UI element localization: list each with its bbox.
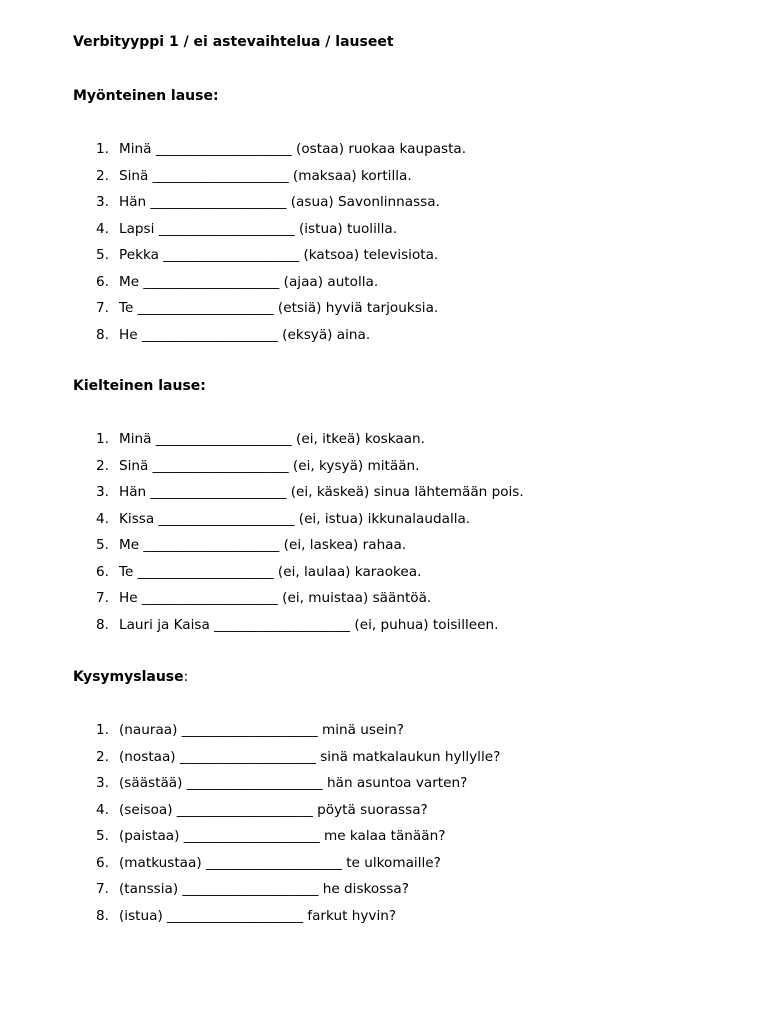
item-text: (tanssia) ____________________ he diskossa? bbox=[119, 881, 409, 897]
item-number: 7. bbox=[96, 590, 109, 606]
item-number: 7. bbox=[96, 881, 109, 897]
item-text: Sinä ____________________ (maksaa) kortilla. bbox=[119, 167, 412, 184]
item-number: 2. bbox=[96, 167, 109, 184]
section-heading-suffix: : bbox=[183, 669, 189, 685]
item-text: Sinä ____________________ (ei, kysyä) mitään. bbox=[119, 457, 420, 474]
item-number: 4. bbox=[96, 220, 109, 237]
item-number: 1. bbox=[96, 431, 109, 447]
item-text: Me ____________________ (ajaa) autolla. bbox=[119, 273, 379, 290]
item-text: He ____________________ (eksyä) aina. bbox=[119, 326, 371, 343]
item-number: 3. bbox=[96, 775, 109, 791]
item-text: Lapsi ____________________ (istua) tuolilla. bbox=[119, 220, 398, 237]
item-number: 2. bbox=[96, 748, 109, 765]
item-text: (istua) ____________________ farkut hyvin? bbox=[119, 907, 397, 924]
item-text: (säästää) ____________________ hän asuntoa varten? bbox=[119, 775, 468, 791]
item-number: 1. bbox=[96, 722, 109, 738]
item-text: Te ____________________ (etsiä) hyviä tarjouksia. bbox=[119, 300, 439, 316]
item-text: (nostaa) ____________________ sinä matkalaukun hyllylle? bbox=[119, 748, 501, 765]
item-text: (nauraa) ____________________ minä usein? bbox=[119, 722, 404, 738]
item-text: (paistaa) ____________________ me kalaa tänään? bbox=[119, 828, 446, 844]
item-text: Kissa ____________________ (ei, istua) ikkunalaudalla. bbox=[119, 510, 471, 527]
item-number: 6. bbox=[96, 563, 109, 580]
item-number: 6. bbox=[96, 273, 109, 290]
item-number: 8. bbox=[96, 907, 109, 924]
section-heading-negative bbox=[73, 378, 206, 394]
section-heading-affirmative bbox=[73, 88, 219, 104]
item-number: 5. bbox=[96, 537, 109, 553]
item-text: Lauri ja Kaisa ____________________ (ei, puhua) toisilleen. bbox=[119, 616, 499, 633]
section-heading-question bbox=[73, 669, 188, 685]
section-heading-text: Kielteinen lause: bbox=[73, 378, 206, 394]
item-number: 8. bbox=[96, 326, 109, 343]
item-text: Hän ____________________ (ei, käskeä) sinua lähtemään pois. bbox=[119, 484, 524, 500]
item-text: (matkustaa) ____________________ te ulkomaille? bbox=[119, 854, 441, 871]
item-number: 2. bbox=[96, 457, 109, 474]
item-text: Te ____________________ (ei, laulaa) karaokea. bbox=[119, 563, 422, 580]
section-heading-text: Kysymyslause bbox=[73, 669, 184, 685]
item-number: 5. bbox=[96, 247, 109, 263]
item-number: 4. bbox=[96, 801, 109, 818]
section-heading-text: Myönteinen lause: bbox=[73, 88, 219, 104]
item-number: 6. bbox=[96, 854, 109, 871]
item-number: 8. bbox=[96, 616, 109, 633]
item-number: 3. bbox=[96, 484, 109, 500]
item-text: (seisoa) ____________________ pöytä suorassa? bbox=[119, 801, 428, 818]
item-text: Pekka ____________________ (katsoa) televisiota. bbox=[119, 247, 439, 263]
item-text: Hän ____________________ (asua) Savonlinnassa. bbox=[119, 194, 440, 210]
item-number: 3. bbox=[96, 194, 109, 210]
item-number: 1. bbox=[96, 141, 109, 157]
item-number: 5. bbox=[96, 828, 109, 844]
item-text: He ____________________ (ei, muistaa) sääntöä. bbox=[119, 590, 432, 606]
item-number: 4. bbox=[96, 510, 109, 527]
item-text: Minä ____________________ (ei, itkeä) koskaan. bbox=[119, 431, 425, 447]
page-title: Verbityyppi 1 / ei astevaihtelua / lauseet bbox=[73, 34, 394, 50]
item-text: Minä ____________________ (ostaa) ruokaa kaupasta. bbox=[119, 141, 467, 157]
item-text: Me ____________________ (ei, laskea) rahaa. bbox=[119, 537, 407, 553]
item-number: 7. bbox=[96, 300, 109, 316]
